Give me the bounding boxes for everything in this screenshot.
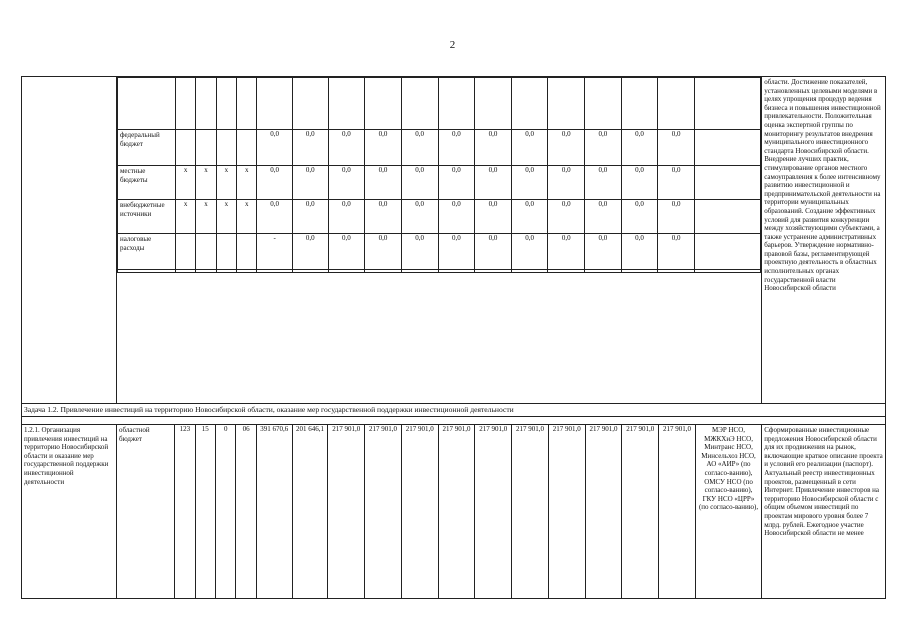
code-cell: x — [237, 200, 257, 234]
budget-source-label: внебюджетные источники — [117, 200, 175, 234]
blank-cell — [117, 78, 175, 130]
value-cell: - — [257, 234, 293, 270]
blank-cell — [658, 270, 695, 273]
value-cell: 0,0 — [475, 200, 512, 234]
value-cell: 0,0 — [257, 166, 293, 200]
blank-cell — [216, 78, 236, 130]
funding-source: областной бюджет — [116, 425, 174, 599]
program-table — [21, 76, 886, 599]
value-cell: 0,0 — [292, 234, 328, 270]
value-cell: 217 901,0 — [622, 425, 659, 599]
value-cell: 217 901,0 — [401, 425, 438, 599]
value-cell: 0,0 — [475, 234, 512, 270]
code-cell — [216, 130, 236, 166]
code-cell: 123 — [175, 425, 195, 599]
value-cell: 0,0 — [585, 234, 622, 270]
blank-cell — [237, 270, 257, 273]
value-cell: 0,0 — [292, 130, 328, 166]
measure-name: 1.2.1. Организация привлечения инвестиций на территорию Новосибирской области и оказание мер государственной поддержки инвестиционной деятельности — [22, 425, 117, 599]
value-cell: 217 901,0 — [512, 425, 549, 599]
budget-source-label: налоговые расходы — [117, 234, 175, 270]
value-cell: 0,0 — [621, 200, 658, 234]
code-cell: x — [175, 166, 195, 200]
blank-cell — [585, 78, 622, 130]
blank-cell — [175, 78, 195, 130]
blank-cell — [475, 270, 512, 273]
section-2-result-text: Сформированные инвестиционные предложения Новосибирской области для их продвижения на рынок, включающие краткое описание проекта и условий его реализации (паспорт). Актуальный реестр инвестиционных проектов, размещенный в сети Интернет. Привлечение инвесторов на территорию Новосибирской области с общим объемом инвестиций по проектам мирового уровня более 7 млрд. рублей. Ежегодное участие Новосибирской области не менее — [762, 425, 886, 599]
value-cell: 0,0 — [401, 200, 438, 234]
value-cell: 0,0 — [548, 130, 585, 166]
blank-cell — [257, 270, 293, 273]
blank-cell — [438, 78, 475, 130]
blank-cell — [257, 78, 293, 130]
value-cell: 391 670,6 — [256, 425, 292, 599]
blank-cell — [328, 270, 365, 273]
blank-cell — [365, 78, 402, 130]
blank-cell — [117, 270, 175, 273]
blank-cell — [475, 78, 512, 130]
value-cell: 0,0 — [511, 166, 548, 200]
value-cell: 217 901,0 — [475, 425, 512, 599]
value-cell: 0,0 — [328, 130, 365, 166]
blank-cell — [237, 78, 257, 130]
responsible-cell — [694, 130, 760, 166]
value-cell: 217 901,0 — [438, 425, 475, 599]
code-cell: 0 — [216, 425, 236, 599]
responsible-cell — [694, 166, 760, 200]
value-cell: 0,0 — [585, 200, 622, 234]
value-cell: 0,0 — [475, 130, 512, 166]
blank-cell — [511, 270, 548, 273]
blank-cell — [292, 270, 328, 273]
blank-cell — [621, 78, 658, 130]
code-cell — [196, 234, 216, 270]
code-cell — [196, 130, 216, 166]
value-cell: 0,0 — [621, 130, 658, 166]
code-cell: x — [216, 200, 236, 234]
budget-row — [117, 166, 760, 200]
code-cell — [216, 234, 236, 270]
page-number: 2 — [449, 39, 456, 51]
blank-cell — [511, 78, 548, 130]
code-cell: x — [216, 166, 236, 200]
value-cell: 0,0 — [585, 130, 622, 166]
code-cell: x — [196, 200, 216, 234]
value-cell: 0,0 — [257, 200, 293, 234]
value-cell: 0,0 — [365, 234, 402, 270]
value-cell: 0,0 — [328, 166, 365, 200]
code-cell — [175, 234, 195, 270]
blank-cell — [328, 78, 365, 130]
code-cell: x — [175, 200, 195, 234]
value-cell: 0,0 — [438, 234, 475, 270]
budget-row — [117, 200, 760, 234]
section-2-row — [22, 425, 886, 599]
budget-spacer-row — [117, 78, 760, 130]
spacer-cell — [22, 417, 886, 425]
value-cell: 0,0 — [401, 234, 438, 270]
value-cell: 0,0 — [658, 200, 695, 234]
blank-cell — [548, 78, 585, 130]
code-cell: x — [196, 166, 216, 200]
blank-cell — [694, 78, 760, 130]
budget-source-label: федеральный бюджет — [117, 130, 175, 166]
blank-cell — [621, 270, 658, 273]
value-cell: 0,0 — [328, 234, 365, 270]
value-cell: 0,0 — [401, 130, 438, 166]
value-cell: 0,0 — [401, 166, 438, 200]
value-cell: 217 901,0 — [659, 425, 696, 599]
responsible-cell — [694, 200, 760, 234]
blank-cell — [175, 270, 195, 273]
budget-subtable — [117, 77, 761, 273]
value-cell: 0,0 — [658, 166, 695, 200]
code-cell — [237, 130, 257, 166]
value-cell: 0,0 — [511, 200, 548, 234]
value-cell: 0,0 — [438, 130, 475, 166]
value-cell: 0,0 — [257, 130, 293, 166]
task-heading-row — [22, 404, 886, 417]
code-cell: x — [237, 166, 257, 200]
value-cell: 217 901,0 — [328, 425, 365, 599]
budget-source-label: местные бюджеты — [117, 166, 175, 200]
value-cell: 0,0 — [328, 200, 365, 234]
blank-cell — [548, 270, 585, 273]
section-1-result-text: области. Достижение показателей, установленных целевыми моделями в целях упрощения процедур ведения бизнеса и повышения инвестиционной привлекательности. Положительная оценка экспертной группы по мониторингу результатов внедрения муниципального инвестиционного стандарта Новосибирской области. Внедрение лучших практик, стимулирование органов местного самоуправления к более интенсивному развитию инвестиционной и предпринимательской деятельности на территории муниципальных образований. Создание эффективных условий для развития конкуренции между хозяйствующими субъектами, а также устранение административных барьеров. Утверждение нормативно-правовой базы, регламентирующей проектную деятельность в областных исполнительных органах государственной власти Новосибирской области — [762, 77, 886, 404]
blank-cell — [401, 270, 438, 273]
value-cell: 0,0 — [658, 130, 695, 166]
responsible-executors: МЭР НСО, МЖКХиЭ НСО, Минтранс НСО, Минсельхоз НСО, АО «АИР» (по согласо-ванию), ОМСУ НСО (по согласо-ванию), ГКУ НСО «ЦРР» (по согласо-ванию), — [695, 425, 761, 599]
value-cell: 0,0 — [365, 200, 402, 234]
value-cell: 0,0 — [292, 200, 328, 234]
blank-cell — [216, 270, 236, 273]
blank-cell — [401, 78, 438, 130]
value-cell: 0,0 — [365, 130, 402, 166]
section-1-row — [22, 77, 886, 404]
value-cell: 0,0 — [438, 166, 475, 200]
blank-cell — [658, 78, 695, 130]
value-cell: 0,0 — [475, 166, 512, 200]
value-cell: 0,0 — [365, 166, 402, 200]
blank-cell — [365, 270, 402, 273]
code-cell — [237, 234, 257, 270]
code-cell — [175, 130, 195, 166]
code-cell: 15 — [195, 425, 215, 599]
budget-filler-row — [117, 270, 760, 273]
blank-cell — [292, 78, 328, 130]
value-cell: 0,0 — [511, 130, 548, 166]
value-cell: 0,0 — [621, 166, 658, 200]
value-cell: 201 646,1 — [292, 425, 328, 599]
value-cell: 0,0 — [548, 200, 585, 234]
value-cell: 0,0 — [658, 234, 695, 270]
task-heading: Задача 1.2. Привлечение инвестиций на территорию Новосибирской области, оказание мер государственной поддержки инвестиционной деятельности — [22, 404, 886, 417]
value-cell: 0,0 — [548, 166, 585, 200]
value-cell: 0,0 — [585, 166, 622, 200]
value-cell: 217 901,0 — [365, 425, 402, 599]
budget-row — [117, 234, 760, 270]
budget-subtable-cell — [116, 77, 761, 404]
spacer-row — [22, 417, 886, 425]
value-cell: 0,0 — [621, 234, 658, 270]
responsible-cell — [694, 234, 760, 270]
value-cell: 0,0 — [292, 166, 328, 200]
measure-cell-empty — [22, 77, 117, 404]
code-cell: 06 — [236, 425, 256, 599]
blank-cell — [196, 270, 216, 273]
value-cell: 0,0 — [548, 234, 585, 270]
blank-cell — [585, 270, 622, 273]
blank-cell — [196, 78, 216, 130]
value-cell: 217 901,0 — [585, 425, 622, 599]
budget-row — [117, 130, 760, 166]
blank-cell — [438, 270, 475, 273]
value-cell: 0,0 — [438, 200, 475, 234]
blank-cell — [694, 270, 760, 273]
value-cell: 217 901,0 — [548, 425, 585, 599]
value-cell: 0,0 — [511, 234, 548, 270]
